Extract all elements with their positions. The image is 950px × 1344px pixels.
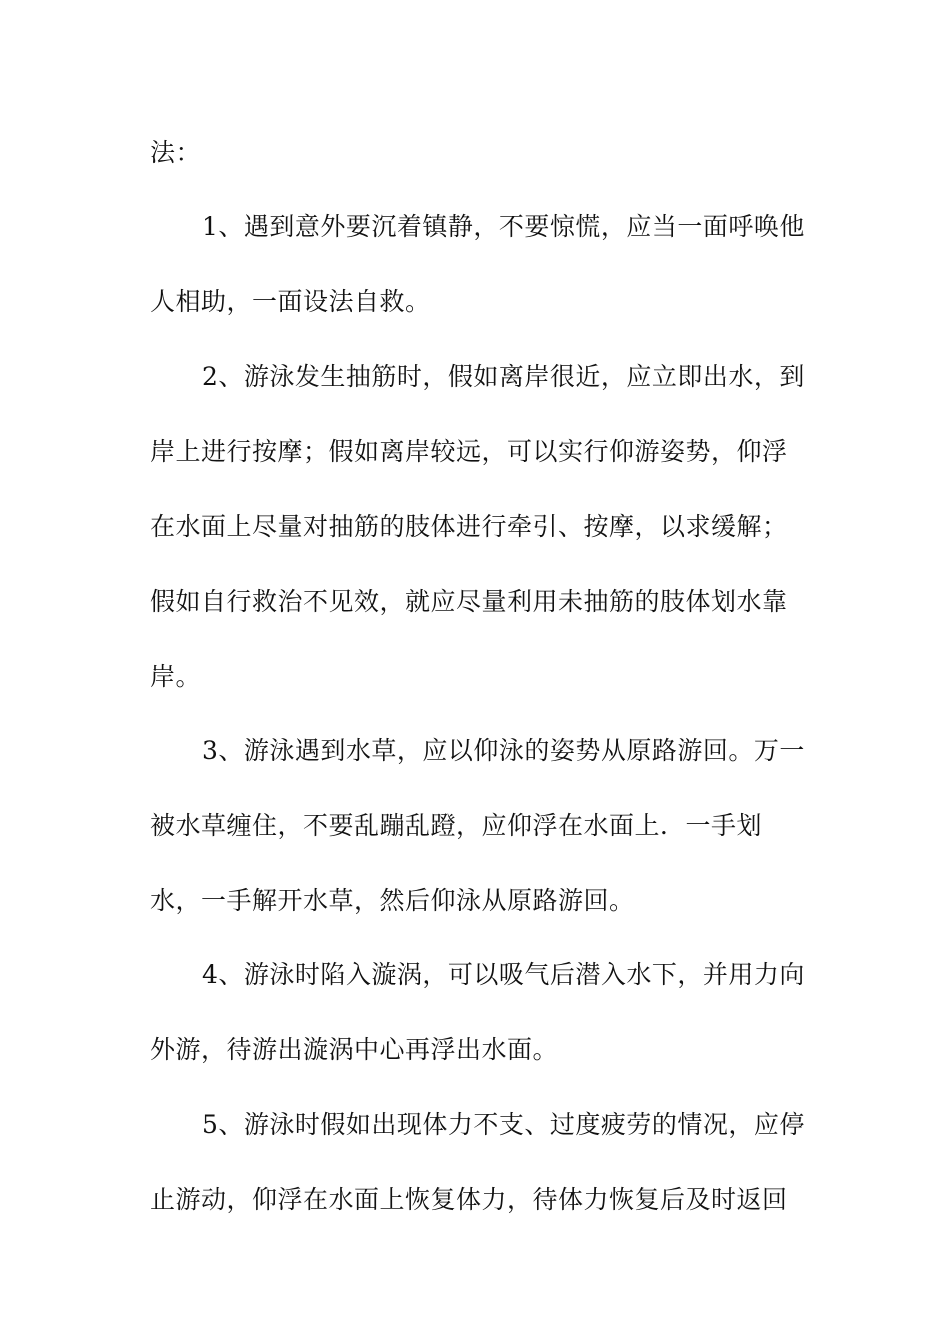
list-item-5-line: 5、游泳时假如出现体力不支、过度疲劳的情况，应停 bbox=[202, 1110, 805, 1139]
text-line: 法： bbox=[150, 138, 202, 167]
list-item-2-line: 2、游泳发生抽筋时，假如离岸很近，应立即出水，到 bbox=[202, 362, 805, 391]
text-line: 止游动，仰浮在水面上恢复体力，待体力恢复后及时返回 bbox=[150, 1185, 788, 1214]
text-line: 岸上进行按摩；假如离岸较远，可以实行仰游姿势，仰浮 bbox=[150, 437, 788, 466]
list-item-3-line: 3、游泳遇到水草，应以仰泳的姿势从原路游回。万一 bbox=[202, 736, 805, 765]
list-item-1-line: 1、遇到意外要沉着镇静，不要惊慌，应当一面呼唤他 bbox=[202, 212, 805, 241]
list-item-4-line: 4、游泳时陷入漩涡，可以吸气后潜入水下，并用力向 bbox=[202, 960, 805, 989]
text-line: 水，一手解开水草，然后仰泳从原路游回。 bbox=[150, 886, 635, 915]
text-line: 被水草缠住，不要乱蹦乱蹬，应仰浮在水面上．一手划 bbox=[150, 811, 763, 840]
text-line: 人相助，一面设法自救。 bbox=[150, 287, 431, 316]
text-line: 假如自行救治不见效，就应尽量利用未抽筋的肢体划水靠 bbox=[150, 587, 788, 616]
text-line: 外游，待游出漩涡中心再浮出水面。 bbox=[150, 1035, 559, 1064]
text-line: 岸。 bbox=[150, 662, 202, 691]
text-line: 在水面上尽量对抽筋的肢体进行牵引、按摩，以求缓解； bbox=[150, 512, 788, 541]
